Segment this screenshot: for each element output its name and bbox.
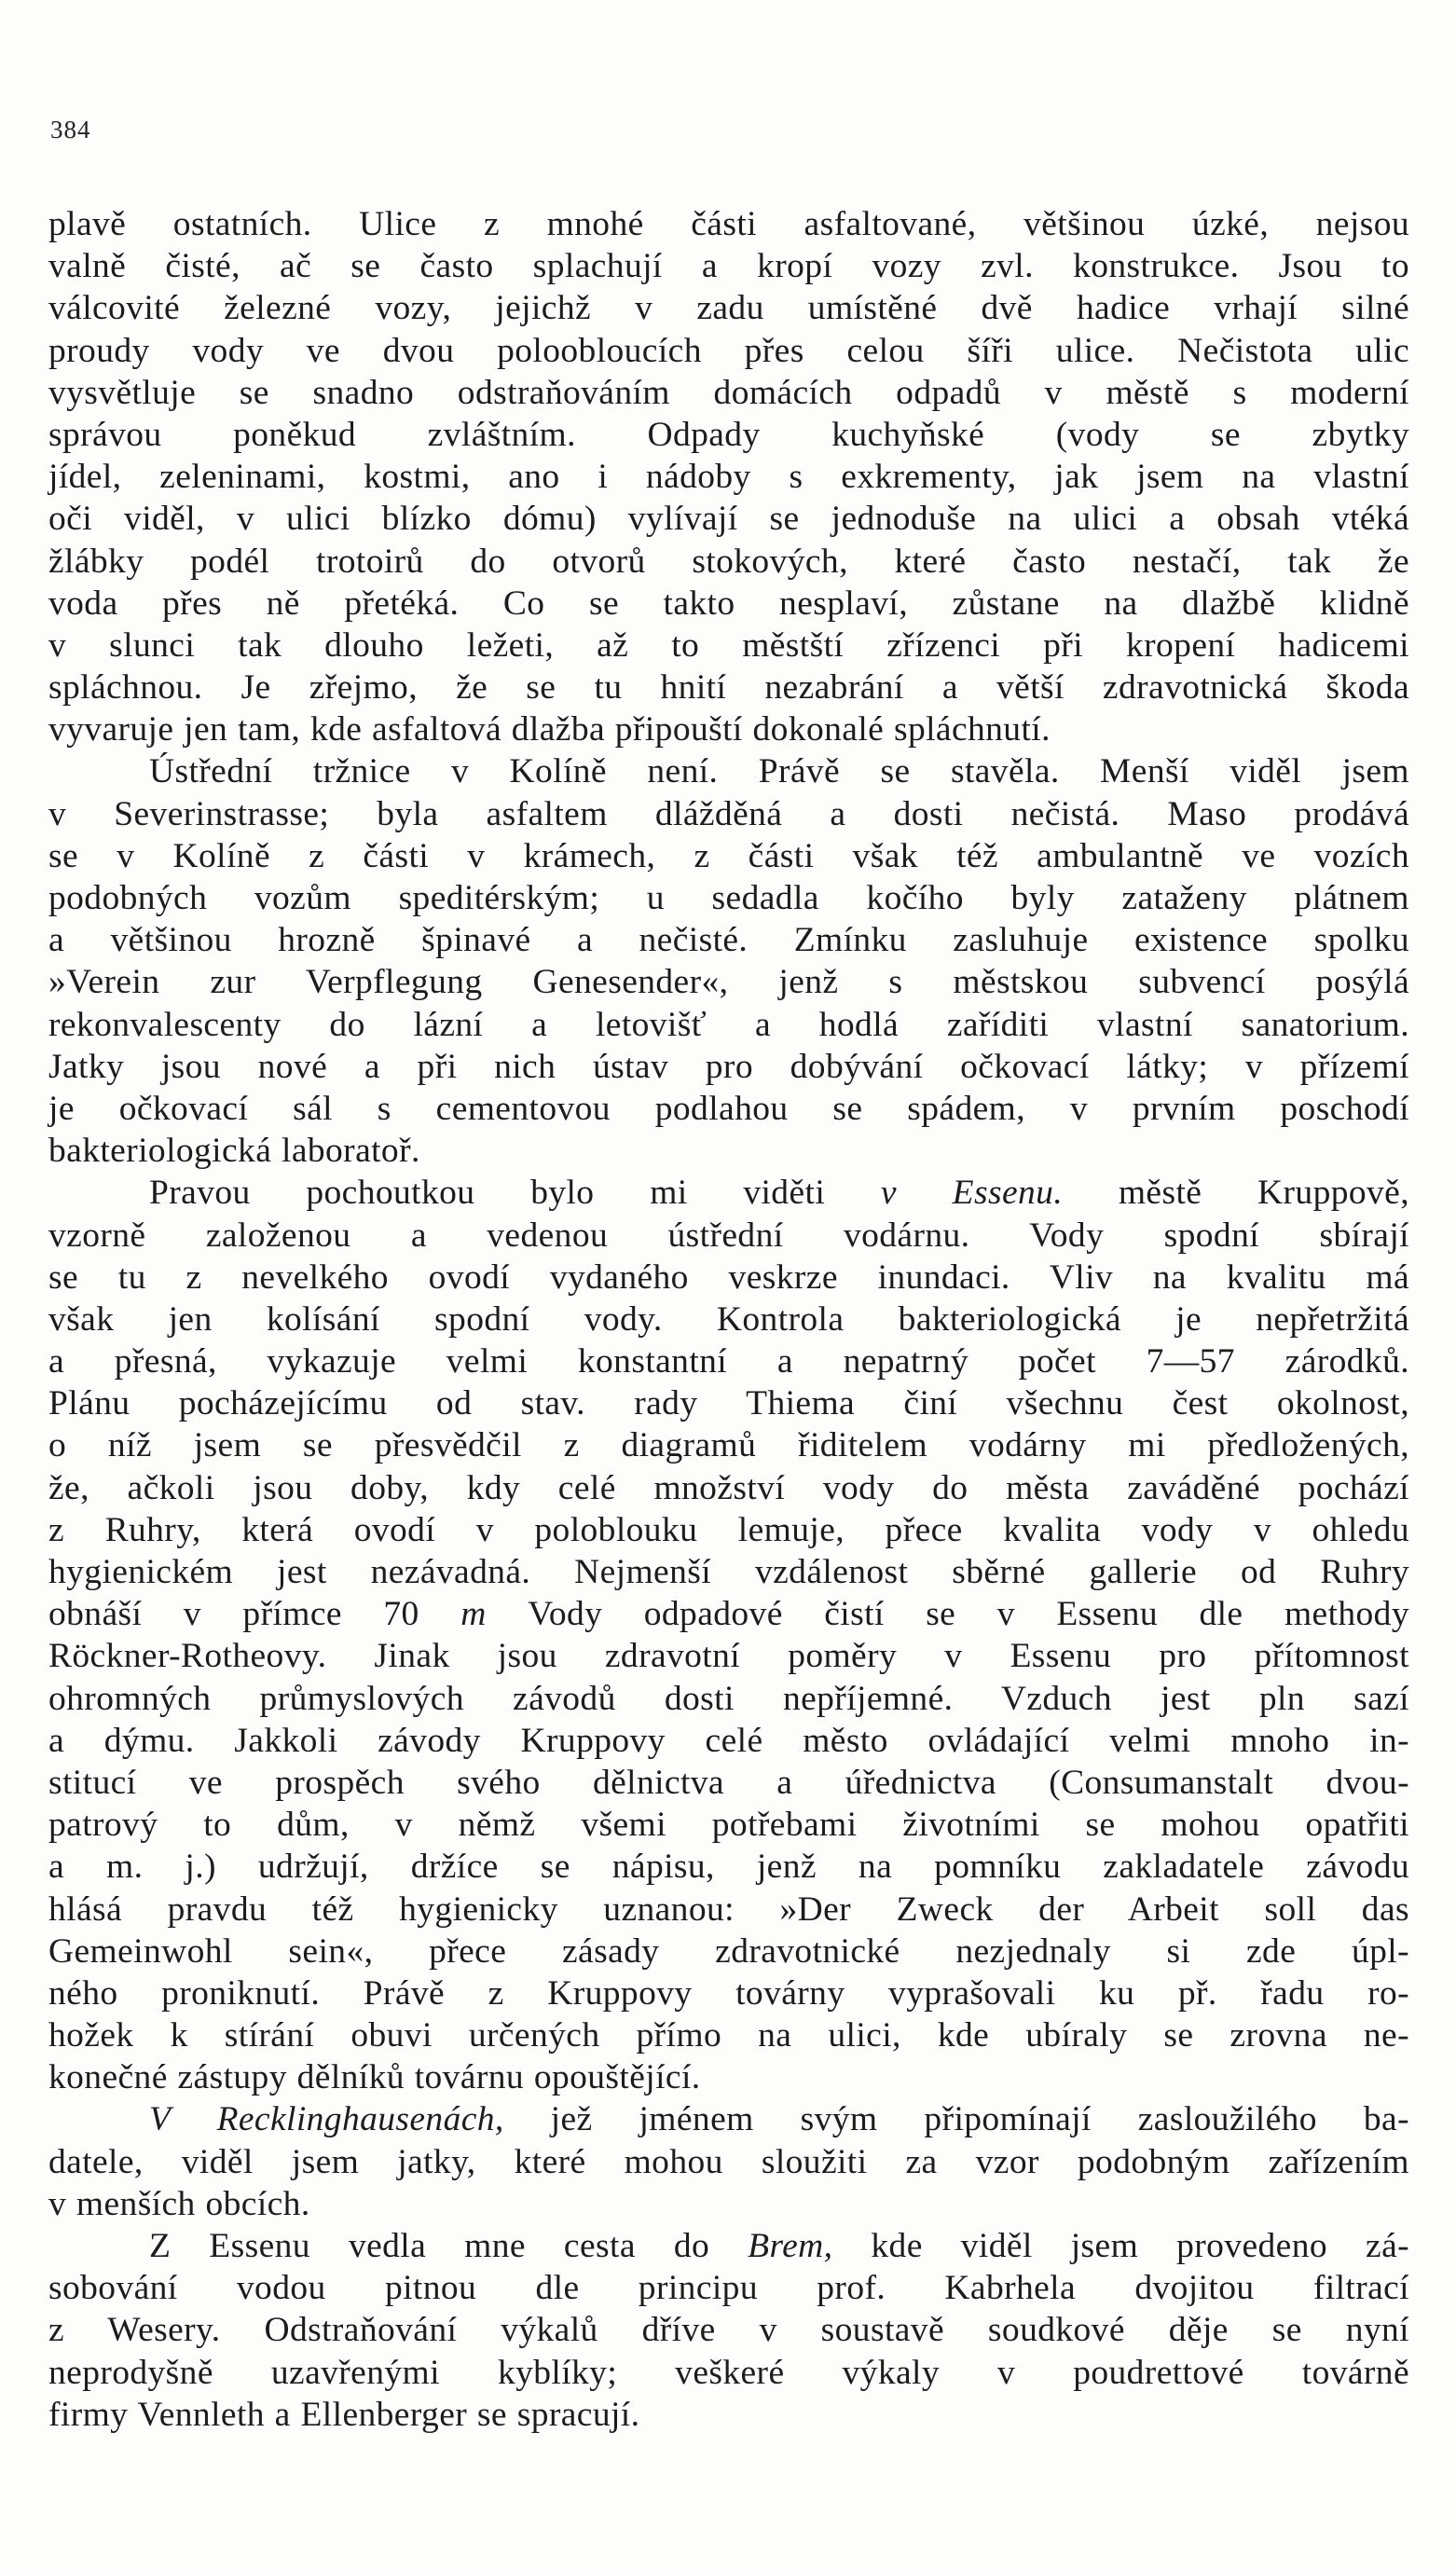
text-line: neprodyšně uzavřenými kyblíky; veškeré výkaly v poudrettové továrně	[48, 2353, 1409, 2392]
text-line: v menších obcích.	[48, 2184, 310, 2223]
text-line: Jatky jsou nové a při nich ústav pro dobývání očkovací látky; v přízemí	[48, 1047, 1409, 1086]
text-line: vzorně založenou a vedenou ústřední vodárnu. Vody spodní sbírají	[48, 1216, 1409, 1255]
text-line: spláchnou. Je zřejmo, že se tu hnití nezabrání a větší zdravotnická škoda	[48, 668, 1409, 708]
text-line: a dýmu. Jakkoli závody Kruppovy celé město ovládající velmi mnoho in-	[48, 1721, 1409, 1760]
text-line: Gemeinwohl sein«, přece zásady zdravotnické nezjednaly si zde úpl-	[48, 1931, 1409, 1971]
text-line: voda přes ně přetéká. Co se takto nesplaví, zůstane na dlažbě klidně	[48, 584, 1409, 623]
text-line: válcovité železné vozy, jejichž v zadu umístěné dvě hadice vrhají silné	[48, 289, 1409, 328]
text-line: proudy vody ve dvou poloobloucích přes celou šíři ulice. Nečistota ulic	[48, 331, 1409, 370]
text-line: žlábky podél trotoirů do otvorů stokových, které často nestačí, tak že	[48, 542, 1409, 581]
text-line: plavě ostatních. Ulice z mnohé části asfaltované, většinou úzké, nejsou	[48, 205, 1409, 243]
text-line: valně čisté, ač se často splachují a kropí vozy zvl. konstrukce. Jsou to	[48, 247, 1409, 286]
text-line: vysvětluje se snadno odstraňováním domácích odpadů v městě s moderní	[48, 373, 1409, 412]
text-line: Plánu pocházejícímu od stav. rady Thiema činí všechnu čest okolnost,	[48, 1384, 1409, 1423]
page-number: 384	[50, 116, 91, 144]
text-line: konečné zástupy dělníků továrnu opouštějící.	[48, 2058, 701, 2097]
text-line: správou poněkud zvláštním. Odpady kuchyňské (vody se zbytky	[48, 415, 1409, 454]
italic-term: v Essenu.	[880, 1174, 1064, 1213]
italic-term: Brem,	[748, 2227, 833, 2265]
text-line: Ústřední tržnice v Kolíně není. Právě se stavěla. Menší viděl jsem	[149, 752, 1409, 791]
text-line: podobných vozům speditérským; u sedadla kočího byly zataženy plátnem	[48, 879, 1409, 917]
body-text	[48, 203, 1409, 2436]
text-line: se v Kolíně z části v krámech, z části však též ambulantně ve vozích	[48, 836, 1409, 875]
italic-term: m	[419, 1595, 529, 1634]
text-line: Pravou pochoutkou bylo mi viděti v Essenu. městě Kruppově,	[149, 1174, 1409, 1213]
text-line: o níž jsem se přesvědčil z diagramů řiditelem vodárny mi předložených,	[48, 1426, 1409, 1465]
text-line: že, ačkoli jsou doby, kdy celé množství vody do města zaváděné pochází	[48, 1468, 1409, 1507]
text-line: firmy Vennleth a Ellenberger se spracují.	[48, 2395, 640, 2434]
text-line: v slunci tak dlouho ležeti, až to městští zřízenci při kropení hadicemi	[48, 625, 1409, 665]
text-line: se tu z nevelkého ovodí vydaného veskrze inundaci. Vliv na kvalitu má	[48, 1258, 1409, 1297]
text-line: hygienickém jest nezávadná. Nejmenší vzdálenost sběrné gallerie od Ruhry	[48, 1553, 1409, 1591]
text-line: »Verein zur Verpflegung Genesender«, jenž s městskou subvencí posýlá	[48, 963, 1409, 1002]
text-line: Röckner-Rotheovy. Jinak jsou zdravotní poměry v Essenu pro přítomnost	[48, 1637, 1409, 1676]
italic-term: V Recklinghausenách,	[149, 2100, 504, 2139]
text-line: rekonvalescenty do lázní a letovišť a hodlá zaříditi vlastní sanatorium.	[48, 1005, 1409, 1044]
text-line: však jen kolísání spodní vody. Kontrola bakteriologická je nepřetržitá	[48, 1299, 1409, 1339]
text-line: ohromných průmyslových závodů dosti nepříjemné. Vzduch jest pln sazí	[48, 1679, 1409, 1718]
text-line: je očkovací sál s cementovou podlahou se spádem, v prvním poschodí	[48, 1089, 1409, 1128]
text-line: jídel, zeleninami, kostmi, ano i nádoby s exkrementy, jak jsem na vlastní	[48, 458, 1409, 497]
text-line: stitucí ve prospěch svého dělnictva a úřednictva (Consumanstalt dvou-	[48, 1763, 1409, 1802]
text-line: sobování vodou pitnou dle principu prof. Kabrhela dvojitou filtrací	[48, 2269, 1409, 2308]
text-line: a m. j.) udržují, držíce se nápisu, jenž na pomníku zakladatele závodu	[48, 1848, 1409, 1887]
text-line: a většinou hrozně špinavé a nečisté. Zmínku zasluhuje existence spolku	[48, 921, 1409, 960]
text-line: obnáší v přímce 70 m Vody odpadové čistí se v Essenu dle methody	[48, 1595, 1409, 1634]
text-line: hožek k stírání obuvi určených přímo na ulici, kde ubíraly se zrovna ne-	[48, 2016, 1409, 2055]
text-line: patrový to dům, v němž všemi potřebami životními se mohou opatřiti	[48, 1806, 1409, 1845]
text-line: ného proniknutí. Právě z Kruppovy továrny vyprašovali ku př. řadu ro-	[48, 1973, 1409, 2013]
text-line: bakteriologická laboratoř.	[48, 1132, 420, 1171]
text-line: v Severinstrasse; byla asfaltem dlážděná a dosti nečistá. Maso prodává	[48, 794, 1409, 833]
text-line: datele, viděl jsem jatky, které mohou sloužiti za vzor podobným zařízením	[48, 2142, 1409, 2181]
text-line: vyvaruje jen tam, kde asfaltová dlažba připouští dokonalé spláchnutí.	[48, 710, 1051, 749]
text-line: V Recklinghausenách, jež jménem svým připomínají zasloužilého ba-	[149, 2100, 1409, 2139]
text-line: a přesná, vykazuje velmi konstantní a nepatrný počet 7—57 zárodků.	[48, 1342, 1409, 1381]
text-line: hlásá pravdu též hygienicky uznanou: »Der Zweck der Arbeit soll das	[48, 1890, 1409, 1929]
text-line: z Wesery. Odstraňování výkalů dříve v soustavě soudkové děje se nyní	[48, 2311, 1409, 2350]
text-line: Z Essenu vedla mne cesta do Brem, kde viděl jsem provedeno zá-	[149, 2227, 1409, 2265]
text-line: oči viděl, v ulici blízko dómu) vylívají se jednoduše na ulici a obsah vtéká	[48, 500, 1409, 539]
text-line: z Ruhry, která ovodí v poloblouku lemuje, přece kvalita vody v ohledu	[48, 1510, 1409, 1549]
